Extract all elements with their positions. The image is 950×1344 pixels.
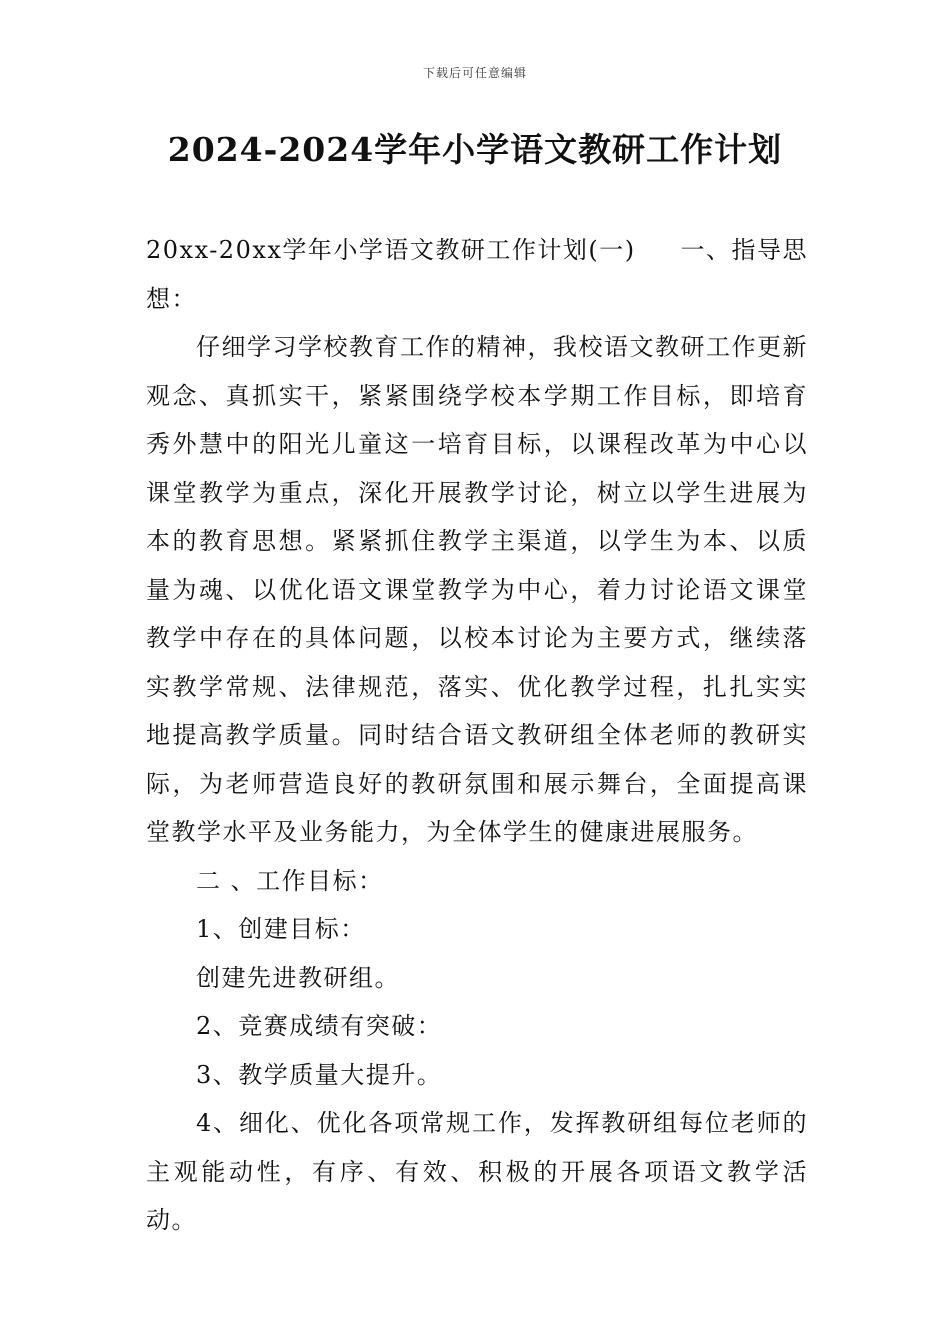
header-note: 下载后可任意编辑 — [422, 66, 527, 80]
section-one-heading: 一、指导思 — [680, 236, 808, 264]
goal-item-1: 1、创建目标： — [196, 915, 366, 943]
intro-line — [146, 226, 808, 275]
goal-item-2: 2、竞赛成绩有突破： — [196, 1012, 443, 1040]
goal-item-1-detail: 创建先进教研组。 — [196, 963, 400, 992]
section-one-heading-wrap: 想： — [146, 284, 197, 313]
goal-item-4: 4、细化、优化各项常规工作，发挥教研组每位老师的主观能动性，有序、有效、积极的开展各项语文教学活动。 — [146, 1109, 808, 1234]
intro-heading: 20xx-20xx学年小学语文教研工作计划(一) — [146, 236, 636, 264]
document-title: 2024-2024学年小学语文教研工作计划 — [167, 130, 783, 169]
guiding-thought-paragraph: 仔细学习学校教育工作的精神，我校语文教研工作更新观念、真抓实干，紧紧围绕学校本学期工作目标，即培育秀外慧中的阳光儿童这一培育目标，以课程改革为中心以课堂教学为重点，深化开展教学讨论，树立以学生进展为本的教育思想。紧紧抓住教学主渠道，以学生为本、以质量为魂、以优化语文课堂教学为中心，着力讨论语文课堂教学中存在的具体问题，以校本讨论为主要方式，继续落实教学常规、法律规范，落实、优化教学过程，扎扎实实地提高教学质量。同时结合语文教研组全体老师的教研实际，为老师营造良好的教研氛围和展示舞台，全面提高课堂教学水平及业务能力，为全体学生的健康进展服务。 — [146, 333, 808, 846]
document-body — [146, 226, 808, 1245]
section-two-heading: 二 、工作目标： — [196, 866, 384, 895]
goal-item-3: 3、教学质量大提升。 — [196, 1060, 443, 1089]
